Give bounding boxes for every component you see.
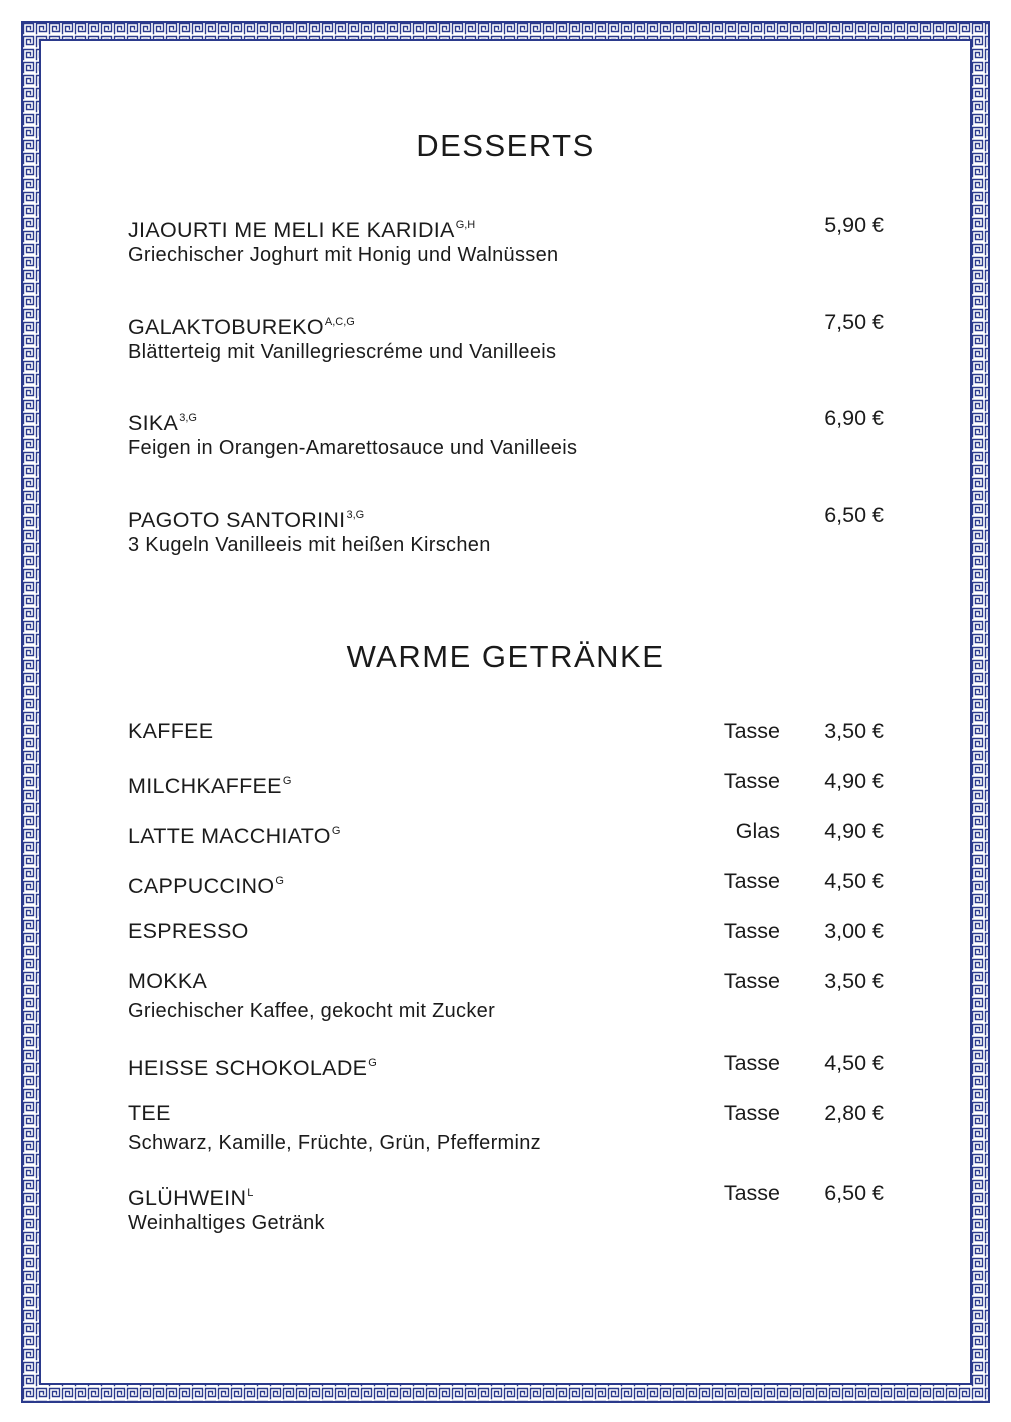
menu-item-drink <box>128 1048 884 1078</box>
item-unit: Tasse <box>723 1181 780 1205</box>
item-price: 4,50 € <box>824 1051 884 1075</box>
allergen-codes: G <box>331 825 341 837</box>
item-price: 6,90 € <box>824 406 884 430</box>
menu-item-dessert <box>128 210 884 270</box>
item-description: Griechischer Kaffee, gekocht mit Zucker <box>128 1000 496 1022</box>
allergen-codes: G,H <box>455 219 476 231</box>
item-name: KAFFEE <box>128 719 214 743</box>
allergen-codes: L <box>247 1187 254 1199</box>
allergen-codes: G <box>368 1057 377 1069</box>
item-name: ESPRESSO <box>128 919 249 943</box>
menu-item-dessert <box>128 500 884 560</box>
menu-item-drink <box>128 1178 884 1238</box>
item-name: MOKKA <box>128 969 208 993</box>
item-price: 7,50 € <box>824 310 884 334</box>
menu-item-drink <box>128 1098 884 1158</box>
item-description: Schwarz, Kamille, Früchte, Grün, Pfefferminz <box>128 1132 541 1154</box>
allergen-codes: 3,G <box>346 509 365 521</box>
item-name: $SIKA^{3,G}$ <box>128 411 197 435</box>
item-description: Blätterteig mit Vanillegriescréme und Vanilleeis <box>128 341 557 363</box>
item-unit: Tasse <box>723 869 780 893</box>
item-price: 4,90 € <box>824 819 884 843</box>
item-price: 4,50 € <box>824 869 884 893</box>
item-description: Feigen in Orangen-Amarettosauce und Vanilleeis <box>128 437 578 459</box>
item-name: HEISSE $SCHOKOLADE^G$ <box>128 1056 377 1080</box>
section-title-warm-drinks: WARME GETRÄNKE <box>346 639 665 674</box>
item-description: Griechischer Joghurt mit Honig und Walnüssen <box>128 244 559 266</box>
item-unit: Tasse <box>723 769 780 793</box>
item-unit: Glas <box>735 819 780 843</box>
allergen-codes: G <box>282 775 292 787</box>
item-unit: Tasse <box>723 1101 780 1125</box>
menu-item-drink <box>128 866 884 896</box>
allergen-codes: 3,G <box>179 412 197 424</box>
item-price: 2,80 € <box>824 1101 884 1125</box>
item-unit: Tasse <box>723 719 780 743</box>
item-name: LATTE $MACCHIATO^G$ <box>128 824 341 848</box>
item-name: $MILCHKAFFEE^G$ <box>128 774 292 798</box>
menu-item-drink <box>128 966 884 1026</box>
item-price: 4,90 € <box>824 769 884 793</box>
item-name: PAGOTO $SANTORINI^{3,G}$ <box>128 508 365 532</box>
item-price: 3,50 € <box>824 719 884 743</box>
menu-item-dessert <box>128 403 884 463</box>
menu-item-drink <box>128 916 884 946</box>
section-title-desserts: DESSERTS <box>416 128 595 163</box>
menu-item-drink <box>128 816 884 846</box>
item-name: TEE <box>128 1101 171 1125</box>
item-name: $GLÜHWEIN^L$ <box>128 1186 254 1210</box>
menu-item-drink <box>128 716 884 746</box>
allergen-codes: G <box>275 875 284 887</box>
item-price: 3,00 € <box>824 919 884 943</box>
allergen-codes: A,C,G <box>324 316 355 328</box>
item-price: 3,50 € <box>824 969 884 993</box>
item-name: JIAOURTI ME MELI KE $KARIDIA^{G,H}$ <box>128 218 476 242</box>
item-unit: Tasse <box>723 919 780 943</box>
item-price: 6,50 € <box>824 503 884 527</box>
item-unit: Tasse <box>723 969 780 993</box>
item-name: $CAPPUCCINO^G$ <box>128 874 284 898</box>
item-price: 5,90 € <box>824 213 884 237</box>
menu-item-dessert <box>128 307 884 367</box>
item-description: 3 Kugeln Vanilleeis mit heißen Kirschen <box>128 534 491 556</box>
menu-item-drink <box>128 766 884 796</box>
item-unit: Tasse <box>723 1051 780 1075</box>
item-name: $GALAKTOBUREKO^{A,C,G}$ <box>128 315 355 339</box>
item-price: 6,50 € <box>824 1181 884 1205</box>
item-description: Weinhaltiges Getränk <box>128 1212 325 1234</box>
